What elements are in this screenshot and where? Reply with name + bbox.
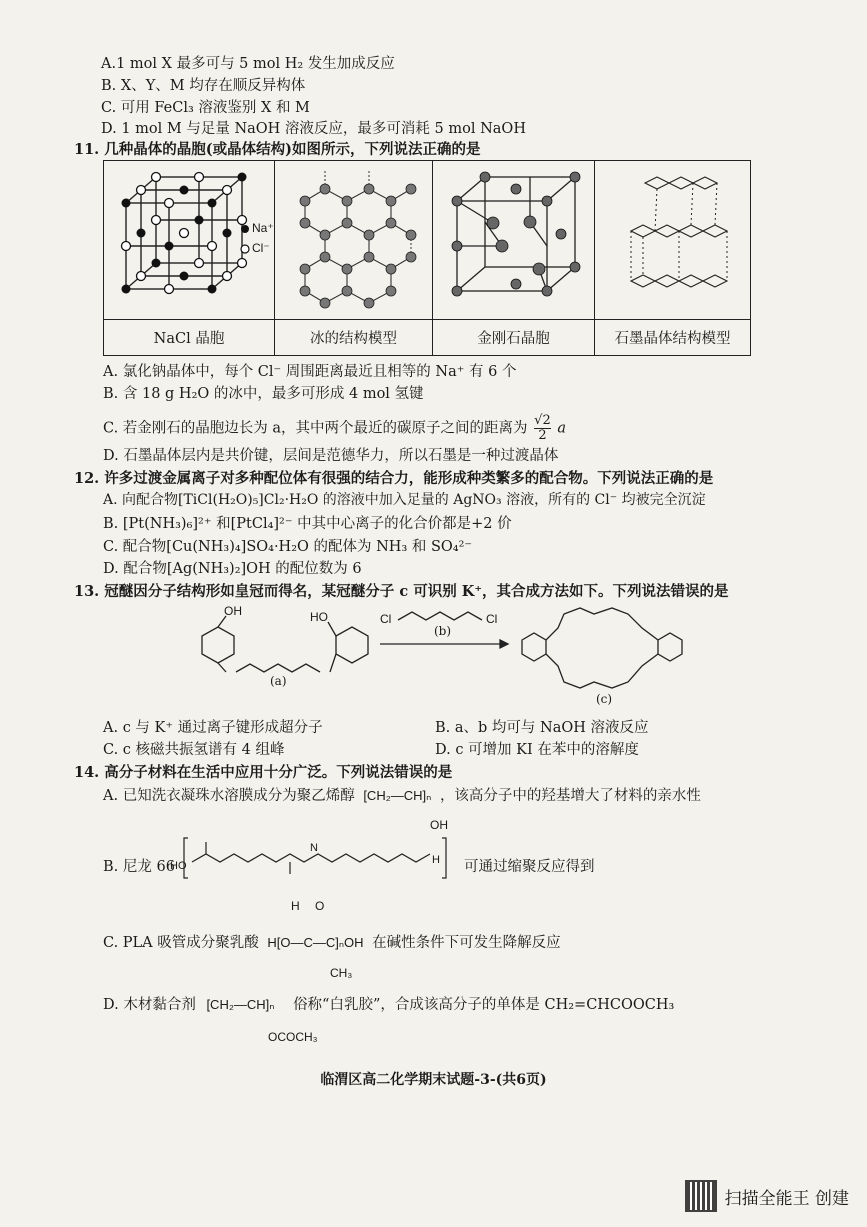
q14-c-pre: C. PLA 吸管成分聚乳酸	[103, 935, 259, 951]
q12-option-b: B. [Pt(NH₃)₆]²⁺ 和[PtCl₄]²⁻ 中其中心离子的化合价都是+2 价	[103, 516, 512, 532]
diamond-cell-figure	[433, 161, 595, 319]
q14-d-pre: D. 木材黏合剂	[103, 997, 196, 1013]
q12-option-a: A. 向配合物[TiCl(H₂O)₅]Cl₂·H₂O 的溶液中加入足量的 AgNO₃ 溶液，所有的 Cl⁻ 均被完全沉淀	[103, 492, 706, 508]
caption-graphite: 石墨晶体结构模型	[595, 319, 750, 355]
crystal-figure-table	[103, 160, 751, 356]
q14-b-pre: B. 尼龙 66	[103, 859, 175, 875]
nylon-n: N	[310, 842, 318, 854]
label-c: (c)	[596, 692, 613, 706]
q14-a-post: ，该高分子中的羟基增大了材料的亲水性	[439, 788, 701, 804]
q14-c-post: 在碱性条件下可发生降解反应	[372, 935, 561, 951]
q10-option-d: D. 1 mol M 与足量 NaOH 溶液反应，最多可消耗 5 mol NaOH	[101, 121, 526, 137]
nylon66-structure	[170, 832, 490, 890]
q11-c-frac-den: 2	[538, 428, 547, 443]
watermark-text: 扫描全能王 创建	[724, 1188, 849, 1209]
q13-option-c: C. c 核磁共振氢谱有 4 组峰	[103, 742, 285, 758]
b-cl-right: Cl	[486, 612, 498, 626]
q11-stem: 11. 几种晶体的晶胞(或晶体结构)如图所示，下列说法正确的是	[74, 141, 481, 158]
q14-c-ch3: CH₃	[330, 966, 353, 980]
q14-d-post: 俗称“白乳胶”，合成该高分子的单体是 CH₂=CHCOOCH₃	[293, 997, 675, 1013]
q11-option-a: A. 氯化钠晶体中，每个 Cl⁻ 周围距离最近且相等的 Na⁺ 有 6 个	[103, 364, 517, 380]
q14-option-a	[103, 784, 701, 805]
cl-legend-label: Cl⁻	[252, 241, 270, 255]
label-a: (a)	[270, 674, 287, 688]
crown-ether-synthesis-scheme	[180, 604, 720, 712]
q12-stem: 12. 许多过渡金属离子对多种配位体有很强的结合力，能形成种类繁多的配合物。下列说法正确的是	[74, 470, 714, 487]
q14-stem: 14. 高分子材料在生活中应用十分广泛。下列说法错误的是	[74, 764, 453, 781]
nacl-cell-figure	[104, 161, 275, 319]
q13-option-b: B. a、b 均可与 NaOH 溶液反应	[435, 720, 649, 736]
nylon-ho: HO	[170, 860, 187, 872]
caption-diamond: 金刚石晶胞	[433, 319, 595, 355]
graphite-structure-figure	[595, 161, 750, 319]
q14-option-b	[103, 855, 175, 876]
q14-a-pre: A. 已知洗衣凝珠水溶膜成分为聚乙烯醇	[103, 788, 355, 804]
label-b: (b)	[434, 624, 452, 638]
q14-d-sub: OCOCH₃	[268, 1030, 318, 1044]
a-ho-label: HO	[310, 610, 328, 624]
q14-b-post: 可通过缩聚反应得到	[464, 859, 595, 875]
q14-option-c	[103, 931, 561, 952]
q10-option-b: B. X、Y、M 均存在顺反异构体	[101, 78, 306, 94]
q14-a-formula: [CH₂—CH]ₙ	[363, 788, 432, 803]
q12-option-c: C. 配合物[Cu(NH₃)₄]SO₄·H₂O 的配体为 NH₃ 和 SO₄²⁻	[103, 539, 473, 555]
q14-c-top: H O	[291, 899, 331, 913]
q14-d-formula: [CH₂—CH]ₙ	[206, 997, 275, 1012]
q11-c-frac-num: √2	[534, 413, 551, 428]
q10-option-a: A.1 mol X 最多可与 5 mol H₂ 发生加成反应	[101, 56, 395, 72]
q10-option-c: C. 可用 FeCl₃ 溶液鉴别 X 和 M	[101, 100, 310, 116]
q14-option-d	[103, 993, 674, 1014]
q13-option-a: A. c 与 K⁺ 通过离子键形成超分子	[103, 720, 323, 736]
q12-option-d: D. 配合物[Ag(NH₃)₂]OH 的配位数为 6	[103, 561, 362, 577]
q13-option-d: D. c 可增加 KI 在苯中的溶解度	[435, 742, 639, 758]
q11-option-d: D. 石墨晶体层内是共价键，层间是范德华力，所以石墨是一种过渡晶体	[103, 448, 559, 464]
q14-a-oh: OH	[430, 818, 448, 832]
ice-structure-figure	[275, 161, 433, 319]
b-cl-left: Cl	[380, 612, 392, 626]
qr-code-icon	[685, 1180, 717, 1212]
q13-stem: 13. 冠醚因分子结构形如皇冠而得名，某冠醚分子 c 可识别 K⁺，其合成方法如下。下列说法错误的是	[74, 583, 729, 600]
q11-option-b: B. 含 18 g H₂O 的冰中，最多可形成 4 mol 氢键	[103, 386, 424, 402]
page-footer: 临渭区高二化学期末试题-3-(共6页)	[320, 1072, 547, 1088]
na-legend-label: Na⁺	[252, 221, 274, 235]
caption-nacl: NaCl 晶胞	[104, 319, 275, 355]
q11-option-c	[103, 414, 566, 443]
q11-c-tail: a	[557, 420, 566, 437]
nylon-h: H	[432, 854, 440, 866]
caption-ice: 冰的结构模型	[275, 319, 433, 355]
q14-c-formula: H[O—C—C]ₙOH	[267, 935, 364, 950]
a-oh-label: OH	[224, 604, 242, 618]
q11-option-c-text: C. 若金刚石的晶胞边长为 a，其中两个最近的碳原子之间的距离为	[103, 420, 528, 437]
scanner-watermark	[685, 1180, 849, 1212]
